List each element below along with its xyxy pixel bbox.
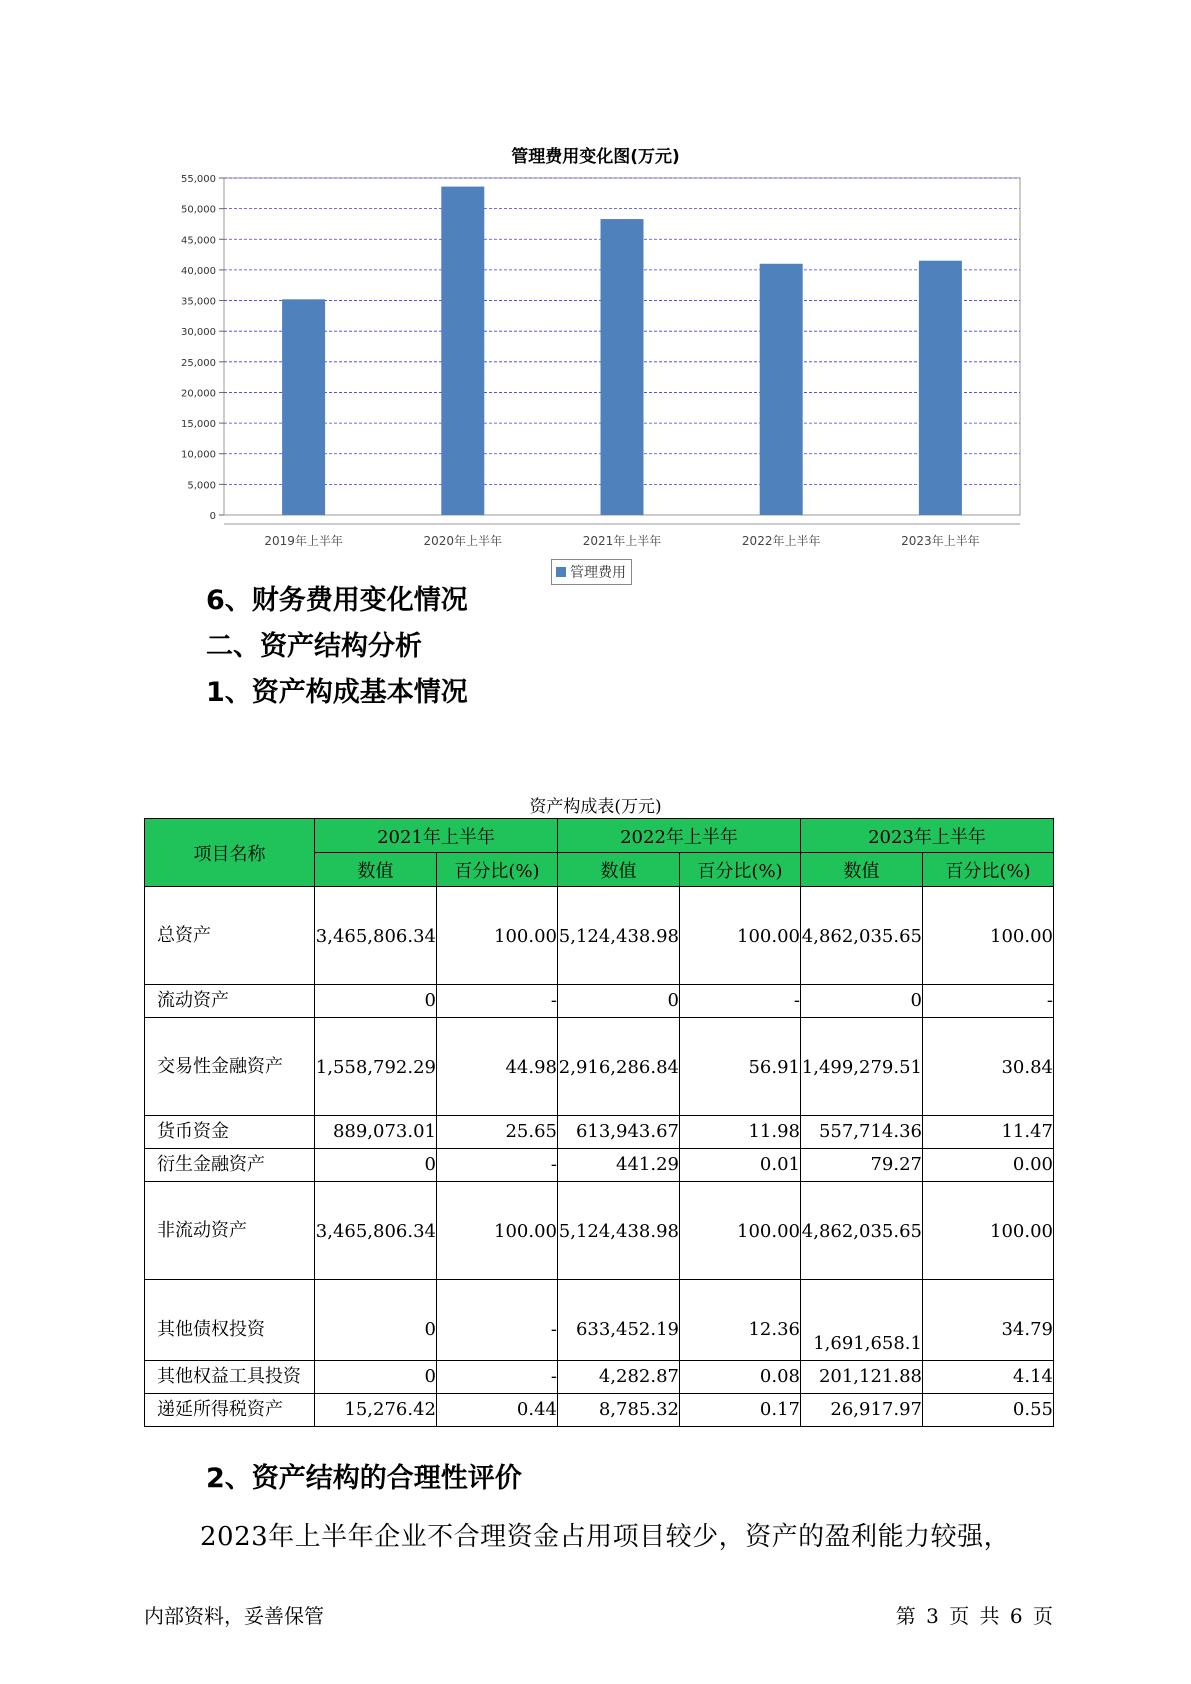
table-row [145, 1394, 1054, 1427]
cell-percent: 0.55 [923, 1394, 1054, 1427]
cell-value: 79.27 [801, 1149, 923, 1182]
asset-composition-table [144, 818, 1054, 1427]
cell-value: 3,465,806.34 [315, 887, 437, 985]
chart-title: 管理费用变化图(万元) [511, 147, 680, 167]
y-tick-label: 20,000 [181, 388, 216, 400]
bar [441, 187, 484, 515]
cell-value: 633,452.19 [558, 1280, 680, 1361]
cell-value: 1,558,792.29 [315, 1018, 437, 1116]
bar-chart [160, 170, 1030, 550]
cell-percent: 0.00 [923, 1149, 1054, 1182]
cell-percent: 100.00 [923, 887, 1054, 985]
cell-percent: 11.47 [923, 1116, 1054, 1149]
chart-legend [551, 559, 632, 585]
header-period: 2022年上半年 [558, 819, 801, 853]
row-name: 衍生金融资产 [145, 1149, 315, 1182]
row-name: 其他权益工具投资 [145, 1361, 315, 1394]
cell-value: 0 [558, 985, 680, 1018]
cell-percent: - [437, 1280, 558, 1361]
cell-value: 0 [315, 1361, 437, 1394]
table-row [145, 887, 1054, 985]
y-tick-label: 10,000 [181, 449, 216, 461]
header-percent: 百分比(%) [437, 853, 558, 887]
legend-label: 管理费用 [570, 565, 626, 581]
cell-percent: 0.01 [680, 1149, 801, 1182]
cell-percent: - [437, 1361, 558, 1394]
cell-value: 5,124,438.98 [558, 887, 680, 985]
header-item-name: 项目名称 [145, 819, 315, 887]
footer-page-number: 第 3 页 共 6 页 [895, 1604, 1053, 1628]
heading-asset-structure: 二、资产结构分析 [206, 631, 422, 662]
cell-value: 4,862,035.65 [801, 887, 923, 985]
row-name: 总资产 [145, 887, 315, 985]
row-name: 货币资金 [145, 1116, 315, 1149]
cell-percent: 0.17 [680, 1394, 801, 1427]
cell-percent: 12.36 [680, 1280, 801, 1361]
header-value: 数值 [558, 853, 680, 887]
table-row [145, 1149, 1054, 1182]
row-name: 递延所得税资产 [145, 1394, 315, 1427]
y-tick-label: 25,000 [181, 357, 216, 369]
cell-value: 441.29 [558, 1149, 680, 1182]
y-tick-label: 0 [209, 511, 216, 522]
row-name: 交易性金融资产 [145, 1018, 315, 1116]
bar [760, 264, 803, 515]
cell-value: 0 [315, 1280, 437, 1361]
table-row [145, 1182, 1054, 1280]
cell-value: 557,714.36 [801, 1116, 923, 1149]
y-tick-label: 50,000 [181, 204, 216, 216]
y-tick-label: 45,000 [181, 235, 216, 247]
cell-percent: 30.84 [923, 1018, 1054, 1116]
x-tick-label: 2023年上半年 [901, 534, 980, 548]
row-name: 其他债权投资 [145, 1280, 315, 1361]
header-percent: 百分比(%) [680, 853, 801, 887]
cell-value: 2,916,286.84 [558, 1018, 680, 1116]
table-row [145, 1361, 1054, 1394]
cell-value: 26,917.97 [801, 1394, 923, 1427]
cell-percent: 100.00 [437, 1182, 558, 1280]
y-tick-label: 5,000 [187, 480, 216, 492]
evaluation-paragraph: 2023年上半年企业不合理资金占用项目较少，资产的盈利能力较强， [200, 1522, 1011, 1552]
row-name: 非流动资产 [145, 1182, 315, 1280]
cell-percent: 4.14 [923, 1361, 1054, 1394]
cell-percent: 11.98 [680, 1116, 801, 1149]
bar [919, 261, 962, 515]
cell-value: 4,862,035.65 [801, 1182, 923, 1280]
legend-swatch [556, 567, 566, 577]
heading-asset-composition: 1、资产构成基本情况 [206, 677, 468, 708]
header-period: 2023年上半年 [801, 819, 1054, 853]
x-tick-label: 2022年上半年 [741, 534, 821, 548]
cell-value: 3,465,806.34 [315, 1182, 437, 1280]
cell-value: 0 [315, 985, 437, 1018]
table-row [145, 1280, 1054, 1361]
x-tick-label: 2019年上半年 [264, 534, 343, 548]
cell-value: 201,121.88 [801, 1361, 923, 1394]
table-row [145, 1018, 1054, 1116]
cell-value: 613,943.67 [558, 1116, 680, 1149]
cell-percent: 100.00 [680, 887, 801, 985]
cell-value: 1,499,279.51 [801, 1018, 923, 1116]
cell-percent: 100.00 [680, 1182, 801, 1280]
footer-confidential: 内部资料，妥善保管 [144, 1604, 324, 1628]
row-name: 流动资产 [145, 985, 315, 1018]
cell-value: 0 [801, 985, 923, 1018]
x-tick-label: 2021年上半年 [582, 534, 662, 548]
cell-percent: 100.00 [923, 1182, 1054, 1280]
header-period: 2021年上半年 [315, 819, 558, 853]
cell-percent: - [437, 1149, 558, 1182]
cell-percent: - [923, 985, 1054, 1018]
cell-percent: 44.98 [437, 1018, 558, 1116]
cell-percent: - [680, 985, 801, 1018]
y-tick-label: 40,000 [181, 265, 216, 277]
bar [601, 219, 644, 515]
y-tick-label: 15,000 [181, 419, 216, 431]
header-value: 数值 [801, 853, 923, 887]
cell-percent: 34.79 [923, 1280, 1054, 1361]
cell-value: 0 [315, 1149, 437, 1182]
table-row [145, 1116, 1054, 1149]
header-percent: 百分比(%) [923, 853, 1054, 887]
header-value: 数值 [315, 853, 437, 887]
cell-percent: 100.00 [437, 887, 558, 985]
cell-value: 15,276.42 [315, 1394, 437, 1427]
cell-percent: - [437, 985, 558, 1018]
heading-asset-evaluation: 2、资产结构的合理性评价 [206, 1463, 522, 1494]
x-tick-label: 2020年上半年 [423, 534, 503, 548]
cell-value: 1,691,658.1 [801, 1280, 923, 1361]
table-caption: 资产构成表(万元) [529, 797, 662, 817]
cell-percent: 0.08 [680, 1361, 801, 1394]
cell-value: 8,785.32 [558, 1394, 680, 1427]
cell-percent: 56.91 [680, 1018, 801, 1116]
heading-finance-cost: 6、财务费用变化情况 [206, 585, 468, 616]
y-tick-label: 30,000 [181, 327, 216, 339]
cell-value: 4,282.87 [558, 1361, 680, 1394]
y-tick-label: 35,000 [181, 296, 216, 308]
cell-percent: 25.65 [437, 1116, 558, 1149]
cell-percent: 0.44 [437, 1394, 558, 1427]
cell-value: 5,124,438.98 [558, 1182, 680, 1280]
bar [282, 299, 325, 515]
table-row [145, 985, 1054, 1018]
cell-value: 889,073.01 [315, 1116, 437, 1149]
y-tick-label: 55,000 [181, 174, 216, 185]
